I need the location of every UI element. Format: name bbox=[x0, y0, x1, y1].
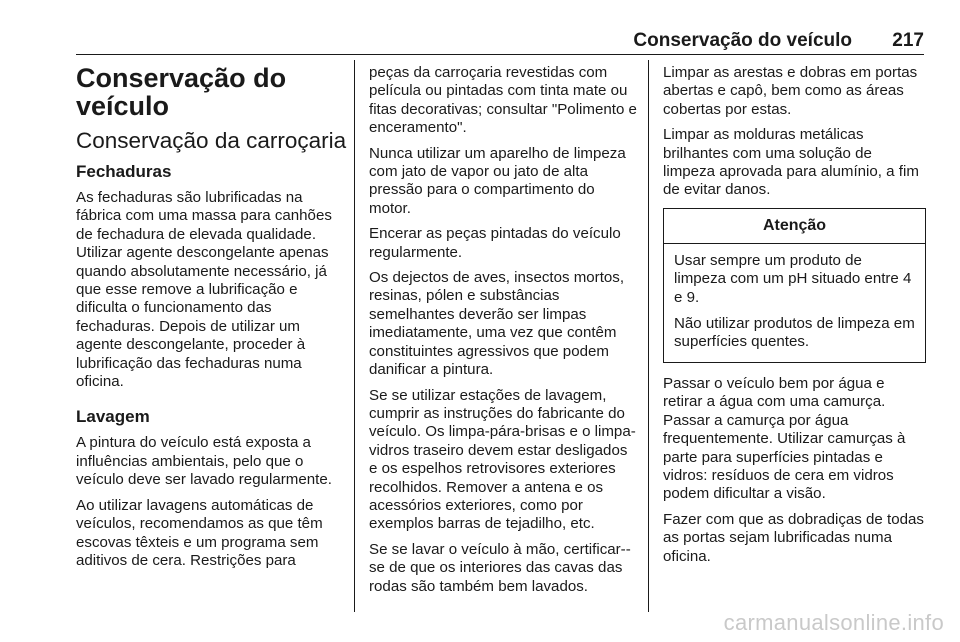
notice-paragraph: Não utilizar produtos de limpeza em superfícies quentes. bbox=[674, 315, 915, 351]
header-rule bbox=[76, 54, 924, 55]
section-title: Conservação da carroçaria bbox=[76, 128, 347, 153]
paragraph: peças da carroçaria revestidas com película ou pintadas com tinta mate ou fitas decorativas; consultar "Polimento e enceramento". bbox=[369, 64, 637, 137]
notice-box bbox=[663, 208, 926, 363]
paragraph: Os dejectos de aves, insectos mortos, resinas, pólen e substâncias semelhantes deverão ser limpas imediatamente, uma vez que contêm constituintes agressivos que podem danificar a pintura. bbox=[369, 269, 625, 379]
paragraph: Limpar as molduras metálicas brilhantes com uma solução de limpeza aprovada para alumínio, a fim de evitar danos. bbox=[663, 126, 919, 199]
subsection-title-locks: Fechaduras bbox=[76, 162, 172, 181]
paragraph: Fazer com que as dobradiças de todas as portas sejam lubrificadas numa oficina. bbox=[663, 510, 924, 565]
notice-body bbox=[664, 244, 925, 362]
paragraph: Nunca utilizar um aparelho de limpeza com jato de vapor ou jato de alta pressão para o compartimento do motor. bbox=[369, 144, 626, 217]
page-header bbox=[76, 30, 924, 52]
paragraph: Ao utilizar lavagens automáticas de veículos, recomendamos as que têm escovas têxteis e um programa sem aditivos de cera. Restrições para bbox=[76, 496, 323, 569]
column-divider bbox=[648, 60, 649, 612]
paragraph: Encerar as peças pintadas do veículo regularmente. bbox=[369, 225, 621, 261]
paragraph: As fechaduras são lubrificadas na fábrica com uma massa para canhões de fechadura de elevada qualidade. Utilizar agente descongelante apenas quando absolutamente necessário, já que esse remove a lubrificação e dificulta o funcionamento das fechaduras. Depois de utilizar um agente descongelante, proceder à lubrificação das fechaduras numa oficina. bbox=[76, 189, 332, 391]
paragraph: A pintura do veículo está exposta a influências ambientais, pelo que o veículo deve ser lavado regularmente. bbox=[76, 434, 332, 489]
paragraph: Se se lavar o veículo à mão, certificar--se de que os interiores das cavas das rodas são também bem lavados. bbox=[369, 540, 631, 595]
subsection-title-washing: Lavagem bbox=[76, 407, 150, 427]
column-middle bbox=[369, 64, 637, 603]
page-number: 217 bbox=[892, 30, 924, 51]
notice-paragraph: Usar sempre um produto de limpeza com um pH situado entre 4 e 9. bbox=[674, 251, 912, 306]
running-header-title: Conservação do veículo bbox=[633, 30, 852, 51]
paragraph: Se se utilizar estações de lavagem, cumprir as instruções do fabricante do veículo. Os limpa-pára-brisas e o limpa-vidros traseiro devem estar desligados e os espelhos retrovisores exteriores recolhidos. Remover a antena e os acessórios exteriores, como por exemplos barras de tejadilho, etc. bbox=[369, 386, 636, 533]
notice-title: Atenção bbox=[664, 209, 925, 244]
column-divider bbox=[354, 60, 355, 612]
column-left bbox=[76, 64, 348, 577]
column-right bbox=[663, 64, 926, 573]
paragraph: Passar o veículo bem por água e retirar a água com uma camurça. Passar a camurça por água frequentemente. Utilizar camurças à parte para superfícies pintadas e vidros: resíduos de cera em vidros podem dificultar a visão. bbox=[663, 374, 906, 503]
chapter-title: Conservação do veículo bbox=[76, 63, 287, 121]
watermark-link[interactable]: carmanualsonline.info bbox=[723, 610, 944, 635]
paragraph: Limpar as arestas e dobras em portas abertas e capô, bem como as áreas cobertas por estas. bbox=[663, 64, 918, 118]
